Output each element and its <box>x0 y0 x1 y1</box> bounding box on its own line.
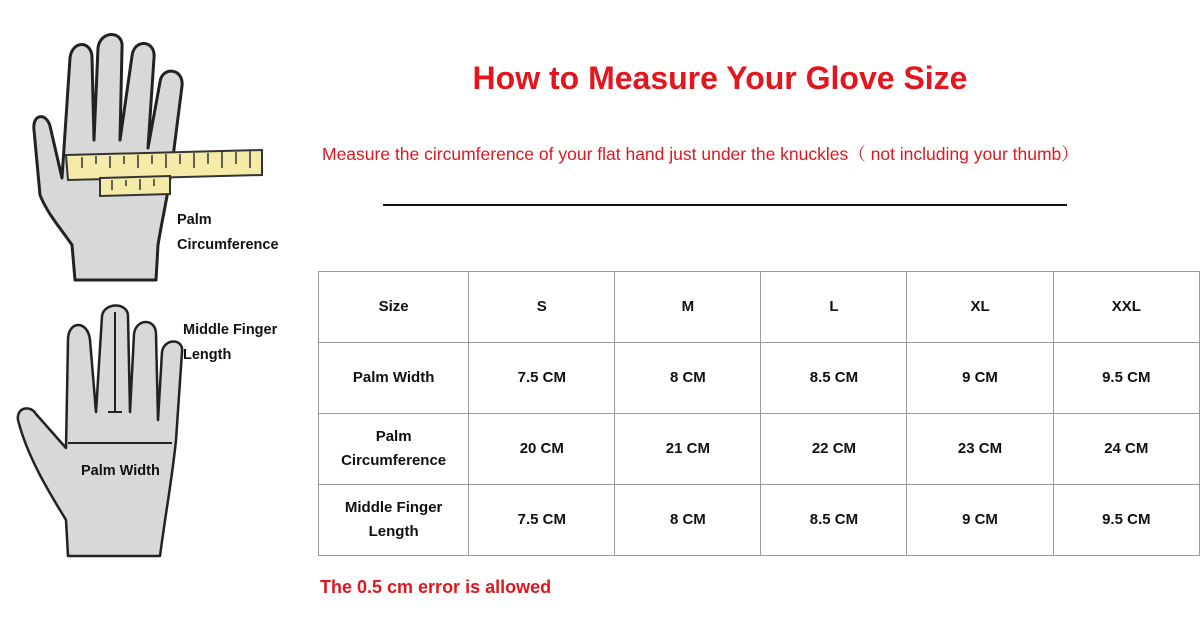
row-label: Palm Width <box>319 343 469 414</box>
table-cell: 8 CM <box>615 485 761 556</box>
table-cell: 23 CM <box>907 414 1053 485</box>
size-chart-table <box>318 271 1200 556</box>
palm-width-hand <box>18 306 182 557</box>
header-cell: XXL <box>1053 272 1199 343</box>
row-label: Middle Finger Length <box>319 485 469 556</box>
table-cell: 8 CM <box>615 343 761 414</box>
palm-circumference-label: Palm Circumference <box>177 212 279 253</box>
header-cell: S <box>469 272 615 343</box>
palm-width-label: Palm Width <box>81 463 160 479</box>
table-cell: 8.5 CM <box>761 343 907 414</box>
table-cell: 9.5 CM <box>1053 343 1199 414</box>
table-cell: 20 CM <box>469 414 615 485</box>
header-cell: XL <box>907 272 1053 343</box>
row-label: Palm Circumference <box>319 414 469 485</box>
header-cell: M <box>615 272 761 343</box>
table-cell: 7.5 CM <box>469 343 615 414</box>
table-cell: 8.5 CM <box>761 485 907 556</box>
table-cell: 9 CM <box>907 485 1053 556</box>
tolerance-note: The 0.5 cm error is allowed <box>320 577 552 597</box>
measurement-instructions: Measure the circumference of your flat hand just under the knuckles（ not including your thumb） <box>322 144 1079 164</box>
table-header-row <box>319 272 1200 343</box>
table-row <box>319 343 1200 414</box>
table-cell: 9.5 CM <box>1053 485 1199 556</box>
table-cell: 24 CM <box>1053 414 1199 485</box>
middle-finger-length-label: Middle Finger Length <box>183 322 278 363</box>
table-row <box>319 414 1200 485</box>
table-cell: 21 CM <box>615 414 761 485</box>
table-row <box>319 485 1200 556</box>
table-cell: 9 CM <box>907 343 1053 414</box>
header-cell: Size <box>319 272 469 343</box>
table-cell: 7.5 CM <box>469 485 615 556</box>
header-cell: L <box>761 272 907 343</box>
table-cell: 22 CM <box>761 414 907 485</box>
divider <box>383 204 1067 206</box>
page-title: How to Measure Your Glove Size <box>472 60 968 96</box>
